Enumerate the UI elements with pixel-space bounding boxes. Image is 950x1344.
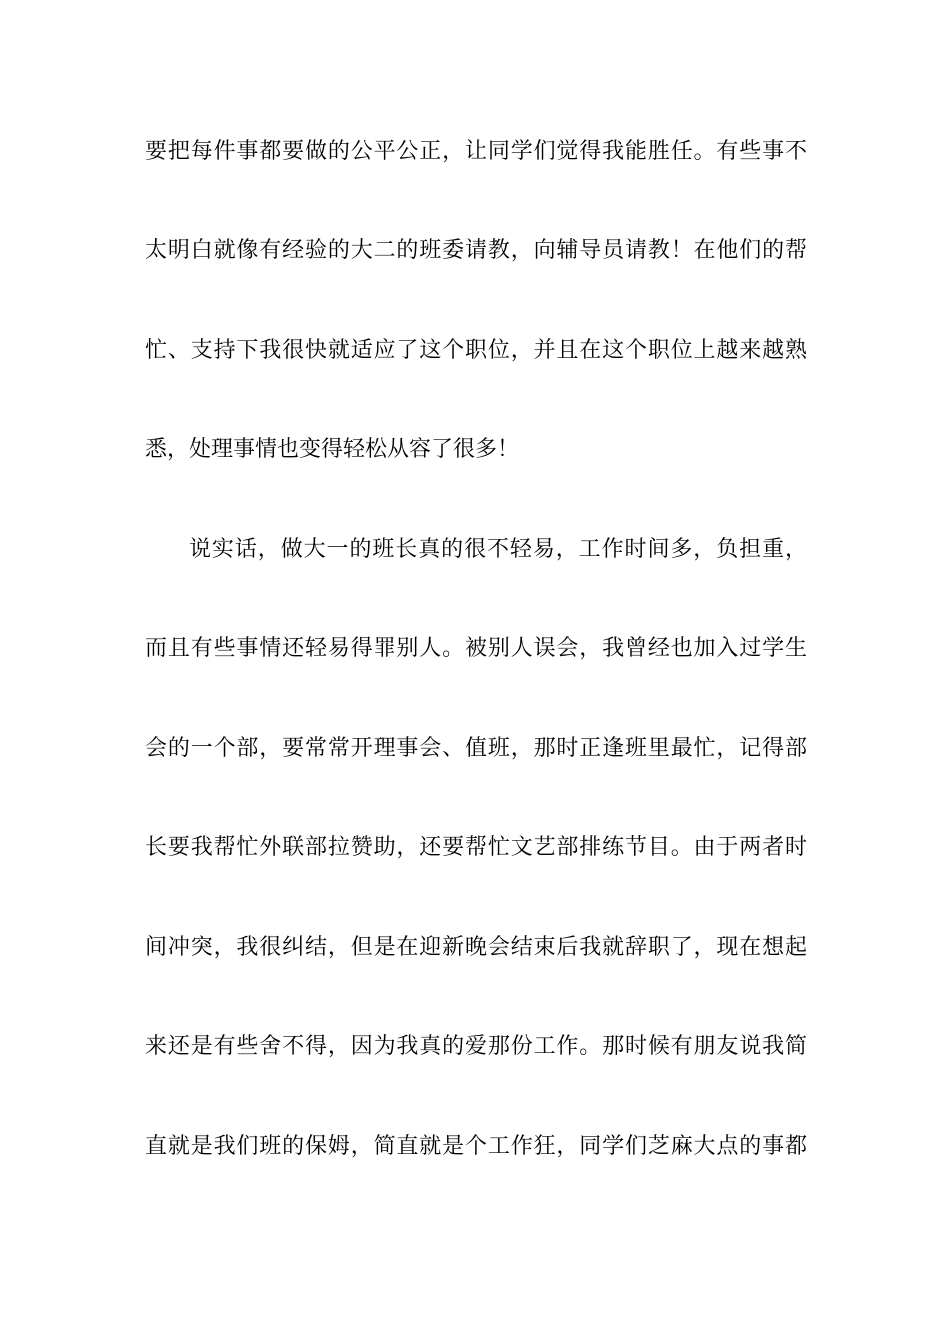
text-line-9: 间冲突，我很纠结，但是在迎新晚会结束后我就辞职了，现在想起 <box>145 935 807 960</box>
text-line-11: 直就是我们班的保姆，简直就是个工作狂，同学们芝麻大点的事都 <box>145 1134 807 1159</box>
text-line-7: 会的一个部，要常常开理事会、值班，那时正逢班里最忙，记得部 <box>145 736 807 761</box>
text-line-1: 要把每件事都要做的公平公正，让同学们觉得我能胜任。有些事不 <box>145 139 807 164</box>
text-line-2: 太明白就像有经验的大二的班委请教，向辅导员请教！在他们的帮 <box>145 238 807 263</box>
text-line-4: 悉，处理事情也变得轻松从容了很多！ <box>145 437 520 462</box>
text-line-8: 长要我帮忙外联部拉赞助，还要帮忙文艺部排练节目。由于两者时 <box>145 835 807 860</box>
text-line-5: 说实话，做大一的班长真的很不轻易，工作时间多，负担重， <box>189 537 807 562</box>
text-line-10: 来还是有些舍不得，因为我真的爱那份工作。那时候有朋友说我简 <box>145 1034 807 1059</box>
text-line-3: 忙、支持下我很快就适应了这个职位，并且在这个职位上越来越熟 <box>145 338 807 363</box>
text-line-6: 而且有些事情还轻易得罪别人。被别人误会，我曾经也加入过学生 <box>145 636 807 661</box>
